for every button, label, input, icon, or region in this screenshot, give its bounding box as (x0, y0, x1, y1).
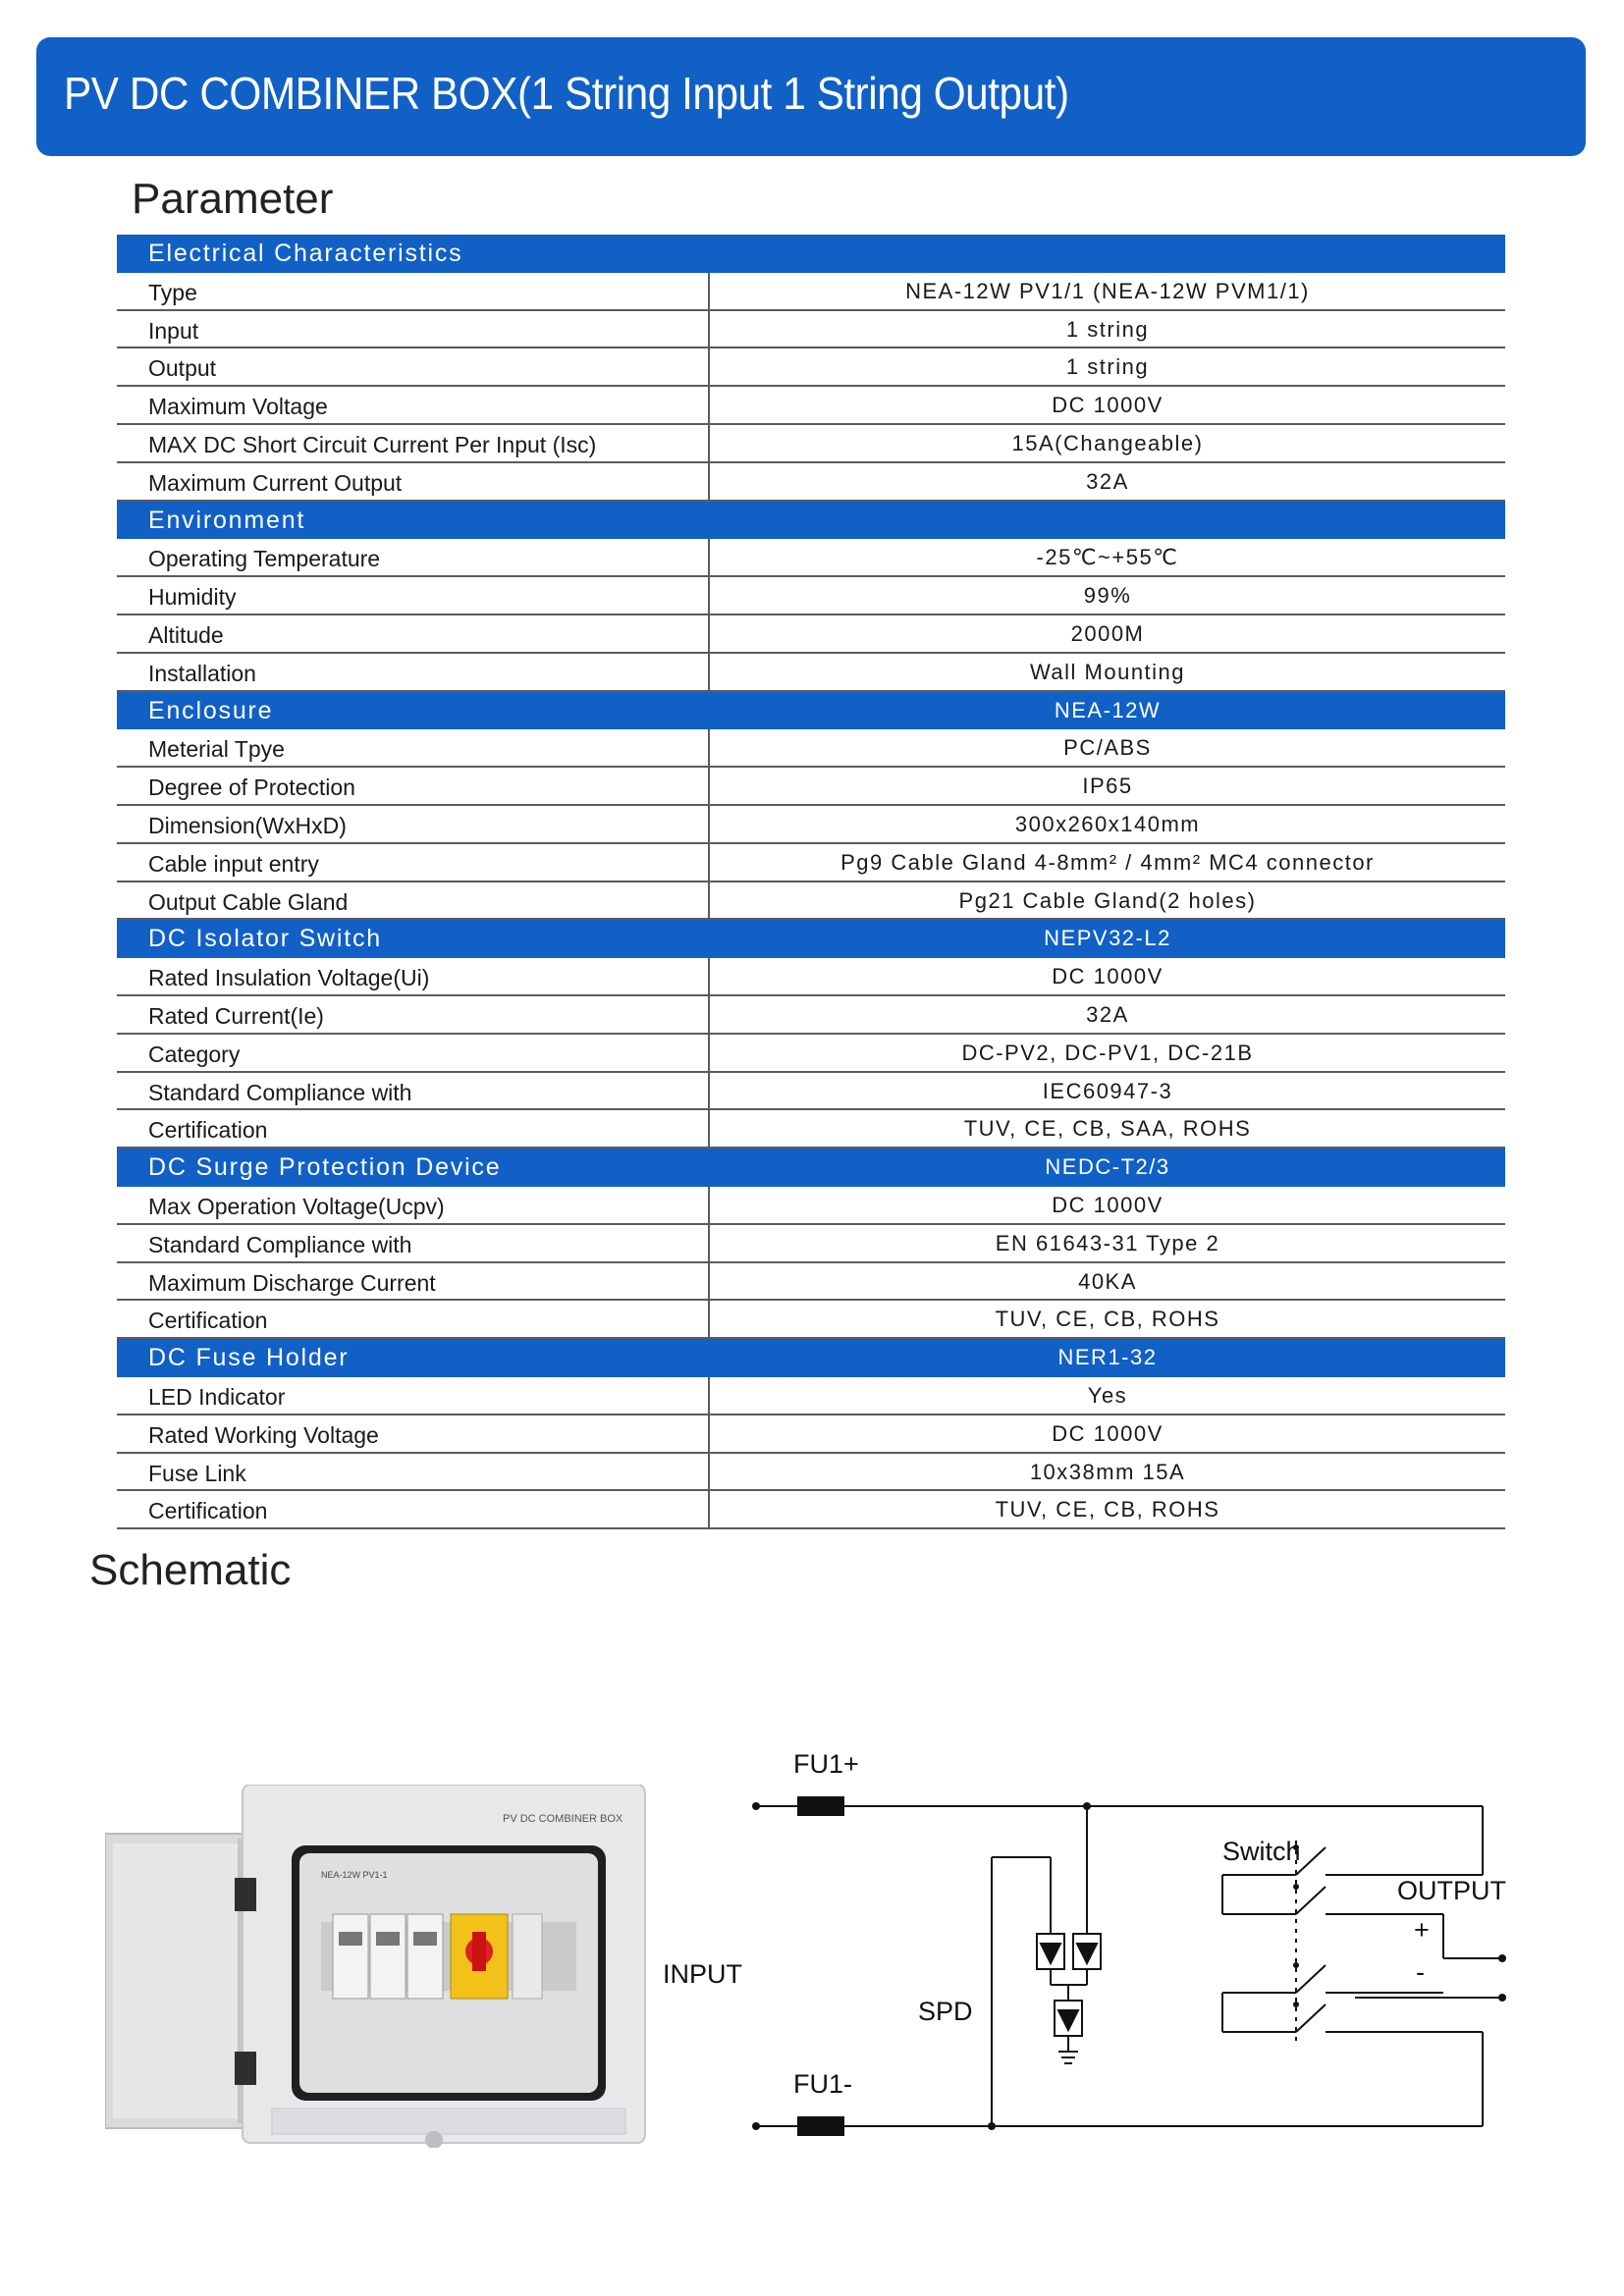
spec-label: Certification (117, 1110, 710, 1147)
fuse-negative (797, 2116, 844, 2136)
spec-row (117, 1415, 1505, 1454)
section-title: Enclosure (148, 696, 274, 724)
spec-row (117, 1263, 1505, 1302)
spec-table (117, 235, 1505, 1529)
spec-label: Rated Current(Ie) (117, 996, 710, 1033)
spec-label: Maximum Discharge Current (117, 1263, 710, 1300)
spec-row (117, 348, 1505, 387)
schematic-heading: Schematic (89, 1546, 292, 1594)
spec-row (117, 1491, 1505, 1529)
spec-value: 99% (1083, 583, 1132, 609)
spec-row (117, 996, 1505, 1035)
spec-label: Cable input entry (117, 844, 710, 881)
switch-label: Switch (1222, 1837, 1301, 1866)
spec-value: 10x38mm 15A (1029, 1459, 1186, 1484)
section-header-row (117, 502, 1505, 540)
page-title: PV DC COMBINER BOX(1 String Input 1 String Output) (64, 68, 1069, 119)
section-title: DC Isolator Switch (148, 925, 383, 953)
spec-row (117, 615, 1505, 654)
spec-row (117, 425, 1505, 463)
spec-label: Max Operation Voltage(Ucpv) (117, 1187, 710, 1223)
spec-row (117, 958, 1505, 996)
spec-row (117, 539, 1505, 577)
spec-value: DC 1000V (1052, 393, 1164, 418)
spec-row (117, 1225, 1505, 1263)
spec-value: IP65 (1082, 774, 1133, 799)
spec-label: Standard Compliance with (117, 1073, 710, 1109)
spec-value: 32A (1086, 1001, 1129, 1027)
spec-label: Degree of Protection (117, 768, 710, 804)
spec-row (117, 463, 1505, 502)
fu-pos-label: FU1+ (793, 1749, 859, 1779)
fuse-positive (797, 1796, 844, 1816)
spec-value: TUV, CE, CB, ROHS (995, 1497, 1220, 1522)
spec-label: Fuse Link (117, 1454, 710, 1490)
output-minus-label: - (1416, 1957, 1425, 1987)
spec-value: IEC60947-3 (1042, 1078, 1173, 1103)
spec-row (117, 1110, 1505, 1148)
spec-value: DC 1000V (1052, 1420, 1164, 1446)
spec-value: -25℃~+55℃ (1036, 545, 1179, 570)
spec-label: Operating Temperature (117, 539, 710, 575)
spec-row (117, 1187, 1505, 1225)
spec-row (117, 387, 1505, 425)
spec-value: PC/ABS (1063, 735, 1152, 761)
spec-value: Yes (1087, 1382, 1128, 1408)
spec-row (117, 1301, 1505, 1339)
section-header-row (117, 1339, 1505, 1377)
schematic-diagram (648, 1737, 1551, 2169)
section-header-row (117, 920, 1505, 958)
spec-label: Type (117, 273, 710, 309)
spec-label: Standard Compliance with (117, 1225, 710, 1261)
section-title: Environment (148, 506, 306, 534)
spec-label: Humidity (117, 577, 710, 614)
spec-label: Certification (117, 1491, 710, 1527)
output-plus-label: + (1414, 1915, 1430, 1945)
section-title: DC Surge Protection Device (148, 1153, 502, 1182)
section-header-row (117, 235, 1505, 273)
input-label: INPUT (663, 1959, 742, 1989)
spec-value: 2000M (1070, 620, 1145, 646)
spec-value: 40KA (1078, 1268, 1137, 1294)
spec-value: NEA-12W PV1/1 (NEA-12W PVM1/1) (905, 278, 1310, 303)
title-banner (36, 37, 1586, 156)
spec-value: TUV, CE, CB, ROHS (995, 1307, 1220, 1332)
spec-label: Maximum Current Output (117, 463, 710, 500)
spec-value: 32A (1086, 468, 1129, 494)
section-value: NEPV32-L2 (1044, 926, 1171, 951)
section-title: DC Fuse Holder (148, 1344, 350, 1372)
spec-value: 300x260x140mm (1014, 811, 1201, 836)
spec-label: Rated Insulation Voltage(Ui) (117, 958, 710, 994)
spec-row (117, 768, 1505, 806)
spec-label: Output Cable Gland (117, 882, 710, 919)
spec-label: Meterial Tpye (117, 729, 710, 766)
spec-label: Dimension(WxHxD) (117, 806, 710, 842)
section-value (710, 502, 1505, 540)
spec-row (117, 273, 1505, 311)
spec-label: Output (117, 348, 710, 385)
spec-value: 1 string (1065, 354, 1150, 380)
spec-value: Wall Mounting (1029, 659, 1186, 684)
section-title: Electrical Characteristics (148, 240, 463, 267)
spec-label: Installation (117, 654, 710, 690)
spec-label: Maximum Voltage (117, 387, 710, 423)
spec-label: LED Indicator (117, 1377, 710, 1414)
spec-value: DC 1000V (1052, 1192, 1164, 1217)
spec-row (117, 1035, 1505, 1073)
spec-value: DC 1000V (1052, 964, 1164, 989)
spec-label: Certification (117, 1301, 710, 1337)
output-label: OUTPUT (1397, 1876, 1506, 1905)
section-value: NEDC-T2/3 (1045, 1154, 1170, 1180)
model-label: NEA-12W PV1-1 (321, 1870, 388, 1880)
spd-label: SPD (918, 1997, 973, 2026)
section-value (710, 235, 1505, 273)
spec-row (117, 577, 1505, 615)
lid-text: PV DC COMBINER BOX (503, 1813, 623, 1825)
section-value: NEA-12W (1054, 697, 1162, 722)
spec-value: EN 61643-31 Type 2 (995, 1230, 1220, 1255)
spec-value: 15A(Changeable) (1011, 430, 1204, 455)
fu-neg-label: FU1- (793, 2069, 852, 2099)
spec-row (117, 806, 1505, 844)
product-photo (105, 1785, 650, 2148)
spec-value: DC-PV2, DC-PV1, DC-21B (961, 1040, 1254, 1065)
spec-label: Altitude (117, 615, 710, 652)
section-value: NER1-32 (1057, 1345, 1158, 1370)
spec-label: Category (117, 1035, 710, 1071)
parameter-heading: Parameter (132, 175, 334, 223)
spec-value: 1 string (1065, 316, 1150, 342)
spec-label: Input (117, 311, 710, 347)
spec-row (117, 311, 1505, 349)
spec-row (117, 1377, 1505, 1415)
spec-label: MAX DC Short Circuit Current Per Input (Isc) (117, 425, 710, 461)
spec-value: Pg9 Cable Gland 4-8mm² / 4mm² MC4 connector (840, 849, 1375, 875)
section-header-row (117, 1148, 1505, 1187)
spec-value: TUV, CE, CB, SAA, ROHS (963, 1116, 1252, 1142)
spec-label: Rated Working Voltage (117, 1415, 710, 1452)
spec-row (117, 1454, 1505, 1492)
section-header-row (117, 692, 1505, 730)
spec-row (117, 654, 1505, 692)
spec-row (117, 882, 1505, 921)
spec-row (117, 729, 1505, 768)
spec-row (117, 1073, 1505, 1111)
spec-row (117, 844, 1505, 882)
spec-value: Pg21 Cable Gland(2 holes) (958, 887, 1257, 913)
